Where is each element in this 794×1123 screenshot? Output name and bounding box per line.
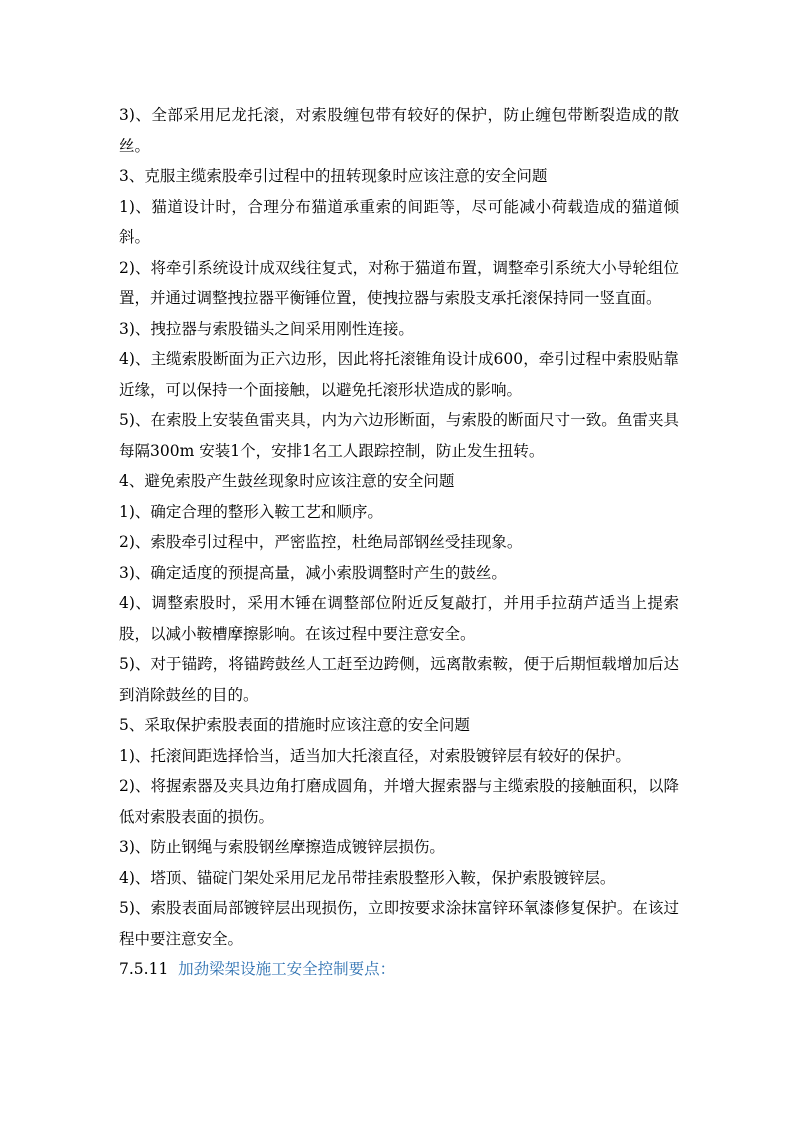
paragraph-19: 5)、索股表面局部镀锌层出现损伤，立即按要求涂抹富锌环氧漆修复保护。在该过程中要注意安全。 [119, 899, 679, 948]
paragraph-5: 3)、拽拉器与索股锚头之间采用刚性连接。 [119, 319, 414, 338]
section-heading-title: 加劲梁架设施工安全控制要点： [178, 960, 396, 978]
paragraph-8: 4、避免索股产生鼓丝现象时应该注意的安全问题 [119, 472, 455, 490]
paragraph-14: 5、采取保护索股表面的措施时应该注意的安全问题 [119, 716, 470, 734]
paragraph-4: 2)、将牵引系统设计成双线往复式，对称于猫道布置，调整牵引系统大小导轮组位置，并通过调整拽拉器平衡锤位置，使拽拉器与索股支承托滚保持同一竖直面。 [119, 258, 679, 307]
paragraph-7: 5)、在索股上安装鱼雷夹具，内为六边形断面，与索股的断面尺寸一致。鱼雷夹具每隔300m 安装1个，安排1名工人跟踪控制，防止发生扭转。 [119, 411, 679, 460]
paragraph-10: 2)、索股牵引过程中，严密监控，杜绝局部钢丝受挂现象。 [119, 533, 523, 551]
paragraph-3: 1)、猫道设计时，合理分布猫道承重索的间距等，尽可能减小荷载造成的猫道倾斜。 [119, 197, 679, 246]
section-heading-number: 7.5.11 [119, 960, 169, 978]
paragraph-17: 3)、防止钢绳与索股钢丝摩擦造成镀锌层损伤。 [119, 838, 445, 856]
paragraph-1: 3)、全部采用尼龙托滚，对索股缠包带有较好的保护，防止缠包带断裂造成的散丝。 [119, 106, 679, 155]
paragraph-13: 5)、对于锚跨，将锚跨鼓丝人工赶至边跨侧，远离散索鞍，便于后期恒载增加后达到消除鼓丝的目的。 [119, 655, 679, 704]
section-heading [119, 954, 679, 985]
paragraph-18: 4)、塔顶、锚碇门架处采用尼龙吊带挂索股整形入鞍，保护索股镀锌层。 [119, 868, 616, 887]
paragraph-2: 3、克服主缆索股牵引过程中的扭转现象时应该注意的安全问题 [119, 167, 548, 185]
paragraph-6: 4)、主缆索股断面为正六边形，因此将托滚锥角设计成600，牵引过程中索股贴靠近缘，可以保持一个面接触，以避免托滚形状造成的影响。 [119, 350, 679, 399]
paragraph-11: 3)、确定适度的预提高量，减小索股调整时产生的鼓丝。 [119, 563, 507, 582]
document-body [119, 100, 679, 985]
paragraph-16: 2)、将握索器及夹具边角打磨成圆角，并增大握索器与主缆索股的接触面积，以降低对索股表面的损伤。 [119, 777, 679, 826]
paragraph-9: 1)、确定合理的整形入鞍工艺和顺序。 [119, 502, 383, 521]
paragraph-15: 1)、托滚间距选择恰当，适当加大托滚直径，对索股镀锌层有较好的保护。 [119, 746, 631, 765]
paragraph-12: 4)、调整索股时，采用木锤在调整部位附近反复敲打，并用手拉葫芦适当上提索股，以减小鞍槽摩擦影响。在该过程中要注意安全。 [119, 594, 679, 643]
